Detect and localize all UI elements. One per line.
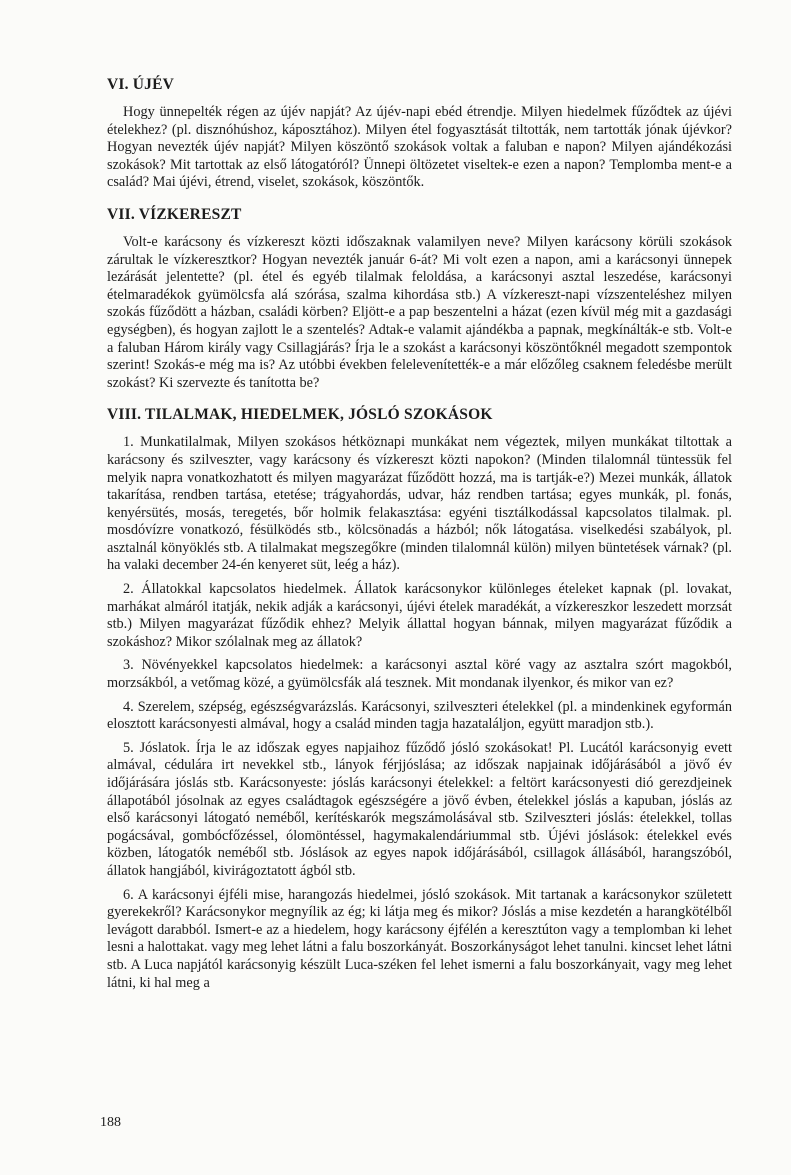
page-number: 188 xyxy=(100,1115,121,1130)
paragraph-allatok: 2. Állatokkal kapcsolatos hiedelmek. Állatok karácsonykor különleges ételeket kapnak (pl. lovakat, marhákat almáról itatják, nekik adják a karácsonyi, újévi ételek maradékát, a vízkereszkor leszedett morzsát stb.) Milyen magyarázat fűződik ehhez? Melyik állattal hogyan bánnak, milyen magyarázat fűződik a szokáshoz? Mikor szólalnak meg az állatok? xyxy=(107,581,732,650)
paragraph-joslatok: 5. Jóslatok. Írja le az időszak egyes napjaihoz fűződő jósló szokásokat! Pl. Lucától karácsonyig evett almával, cédulára irt nevekkel stb., lányok férjjóslása; az időszak napjainak időjárásából a jövő év időjárására jóslás stb. Karácsonyeste: jóslás karácsonyi ételekkel: a feltört karácsonyesti dió gerezdjeinek állapotából jósolnak az egyes családtagok egészségére a jövő évben, ételekkel jóslás a kapuban, jóslás az első karácsonyi látogató neméből, kerítéskarók megszámolásával stb. Szilveszteri jóslás: ételekkel, tollas pogácsával, gombócfőzéssel, ólomöntéssel, hagymakalendáriummal stb. Újévi jóslások: ételekkel evés közben, látogatók neméből stb. Jóslások az egyes napok időjárásából, csillagok állásából, harangszóból, állatok hangjából, kivirágoztatott ágból stb. xyxy=(107,739,732,879)
paragraph-szerelem: 4. Szerelem, szépség, egészségvarázslás. Karácsonyi, szilveszteri ételekkel (pl. a mindenkinek egyformán elosztott karácsonyesti almával, hogy a család minden tagja hazataláljon, együtt maradjon stb.). xyxy=(107,698,732,733)
paragraph-novenyek: 3. Növényekkel kapcsolatos hiedelmek: a karácsonyi asztal köré vagy az asztalra szórt magokból, morzsákból, a vetőmag közé, a gyümölcsfák alá tesznek. Mit mondanak ilyenkor, és mikor van ez? xyxy=(107,657,732,692)
paragraph-munkatilalmak: 1. Munkatilalmak, Milyen szokásos hétköznapi munkákat nem végeztek, milyen munkákat tiltottak a karácsony és szilveszter, vagy karácsony és vízkereszt közti napokon? (Minden tilalomnál tüntessük fel melyik napra vonatkozhatott és milyen magyarázat fűződött hozzá, ma is tartják-e?) Mezei munkák, állatok takarítása, rendben tartása, etetése; trágyahordás, udvar, ház rendben tartása; egyes munkák, pl. fonás, kenyérsütés, mosás, teregetés, bőr holmik felakasztása: egyéni tisztálkodással kapcsolatos tilalmak. pl. mosdóvízre vonatkozó, fésülködés stb., kölcsönadás a házból; nők látogatása. viselkedési szabályok, pl. asztalnál könyöklés stb. A tilalmakat megszegőkre (minden tilalomnál külön) milyen büntetések várnak? (pl. ha valaki december 24-én kenyeret süt, leég a ház). xyxy=(107,434,732,574)
paragraph-ejfeli-mise: 6. A karácsonyi éjféli mise, harangozás hiedelmei, jósló szokások. Mit tartanak a karácsonykor született gyerekekről? Karácsonykor megnyílik az ég; ki látja meg és mikor? Jóslás a mise kezdetén a harangkötélből levágott darabból. Ismert-e az a hiedelem, hogy karácsony éjfélén a keresztúton vagy a templomban ki lehet lesni a halottakat. vagy meg lehet látni a falu boszorkányát. Boszorkányságot lehet tanulni. kincset lehet látni stb. A Luca napjától karácsonyig készült Luca-széken fel lehet ismerni a falu boszorkányait, vagy meg lehet látni, ki hal meg a xyxy=(107,886,732,991)
paragraph-ujev: Hogy ünnepelték régen az újév napját? Az újév-napi ebéd étrendje. Milyen hiedelmek fűződtek az újévi ételekhez? (pl. disznóhúshoz, káposztához). Milyen étel fogyasztását tiltották, nem tartották jónak újévkor? Hogyan nevezték újév napját? Milyen köszöntő szokások voltak a faluban e napon? Milyen ajándékozási szokások? Mit tartottak az első látogatóról? Ünnepi öltözetet viseltek-e ezen a napon? Templomba ment-e a család? Mai újévi, étrend, viselet, szokások, köszöntők. xyxy=(107,104,732,191)
paragraph-vizkereszt: Volt-e karácsony és vízkereszt közti időszaknak valamilyen neve? Milyen karácsony körüli szokások zárultak le vízkeresztkor? Hogyan nevezték január 6-át? Mi volt ezen a napon, ami a karácsonyi ünnepek lezárását jelentette? (pl. étel és egyéb tilalmak feloldása, a karácsonyi asztal leszedése, karácsonyi ételmaradékok gyümölcsfa alá szórása, szalma kihordása stb.) A vízkereszt-napi vízszenteléshez milyen szokás fűződött a házban, családi körben? Eljött-e a pap beszentelni a házat (ezen kívül még mit a gazdasági egységben), és hogyan zajlott le a szentelés? Adtak-e valamit ajándékba a papnak, megkínálták-e stb. Volt-e a faluban Három király vagy Csillagjárás? Írja le a szokást a karácsonyi köszöntőknél megadott szempontok szerint! Szokás-e még ma is? Az utóbbi években felelevenítették-e a már előzőleg csaknem feledésbe merült szokást? Ki szervezte és tanította be? xyxy=(107,233,732,391)
section-title-ujev: VI. ÚJÉV xyxy=(107,76,175,93)
section-title-vizkereszt: VII. VÍZKERESZT xyxy=(107,205,242,223)
section-title-tilalmak: VIII. TILALMAK, HIEDELMEK, JÓSLÓ SZOKÁSOK xyxy=(107,406,493,424)
text-column xyxy=(107,76,732,992)
